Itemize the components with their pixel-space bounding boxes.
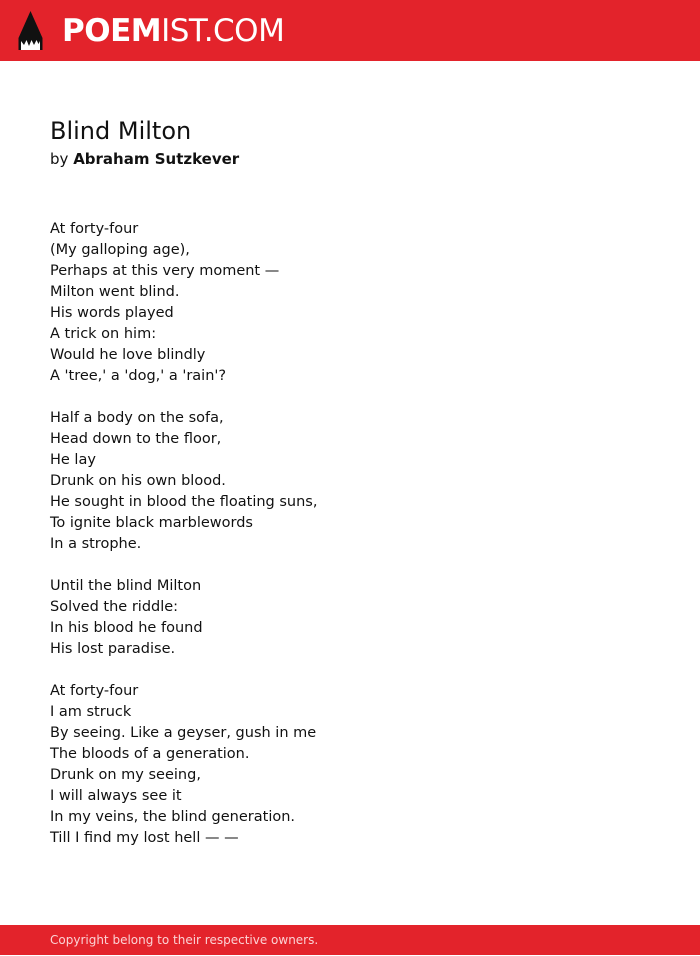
stanza	[50, 219, 650, 387]
poem-line: Drunk on his own blood.	[50, 473, 226, 489]
poem-line: In his blood he found	[50, 620, 203, 636]
poem-line: I will always see it	[50, 788, 182, 804]
by-label: by	[50, 150, 69, 168]
poem-line: Solved the riddle:	[50, 599, 179, 615]
brand-light: IST.COM	[161, 13, 285, 49]
poem-line: I am struck	[50, 704, 132, 720]
byline	[50, 149, 239, 169]
poem-line: (My galloping age),	[50, 242, 190, 258]
poem-line: In a strophe.	[50, 536, 142, 552]
poem-line: Milton went blind.	[50, 284, 180, 300]
poem-title: Blind Milton	[50, 117, 192, 145]
poem-line: He lay	[50, 452, 96, 468]
brand-bold: POEM	[62, 13, 162, 49]
poem-line: Till I find my lost hell — —	[50, 830, 239, 846]
site-logo[interactable]	[62, 12, 284, 50]
poem-body	[50, 219, 650, 870]
poem-line: Half a body on the sofa,	[50, 410, 224, 426]
poem-line: At forty-four	[50, 683, 139, 699]
poem-line: Would he love blindly	[50, 347, 206, 363]
author-name: Abraham Sutzkever	[73, 150, 240, 168]
poem-line: Until the blind Milton	[50, 578, 202, 594]
poem-line: Drunk on my seeing,	[50, 767, 201, 783]
poem-line: In my veins, the blind generation.	[50, 809, 296, 825]
poem-line: Head down to the floor,	[50, 431, 222, 447]
poem-line: His lost paradise.	[50, 641, 176, 657]
pencil-icon	[17, 10, 44, 51]
site-footer	[0, 925, 700, 955]
poem-line: His words played	[50, 305, 174, 321]
poem-line: Perhaps at this very moment —	[50, 263, 280, 279]
poem-line: The bloods of a generation.	[50, 746, 250, 762]
stanza	[50, 408, 650, 555]
stanza	[50, 576, 650, 660]
poem-line: To ignite black marblewords	[50, 515, 253, 531]
stanza	[50, 681, 650, 849]
poem-line: At forty-four	[50, 221, 139, 237]
poem-line: He sought in blood the floating suns,	[50, 494, 318, 510]
poem-line: By seeing. Like a geyser, gush in me	[50, 725, 317, 741]
poem-line: A 'tree,' a 'dog,' a 'rain'?	[50, 368, 227, 384]
copyright-notice: Copyright belong to their respective owners.	[50, 933, 319, 947]
poem-line: A trick on him:	[50, 326, 157, 342]
site-header	[0, 0, 700, 61]
